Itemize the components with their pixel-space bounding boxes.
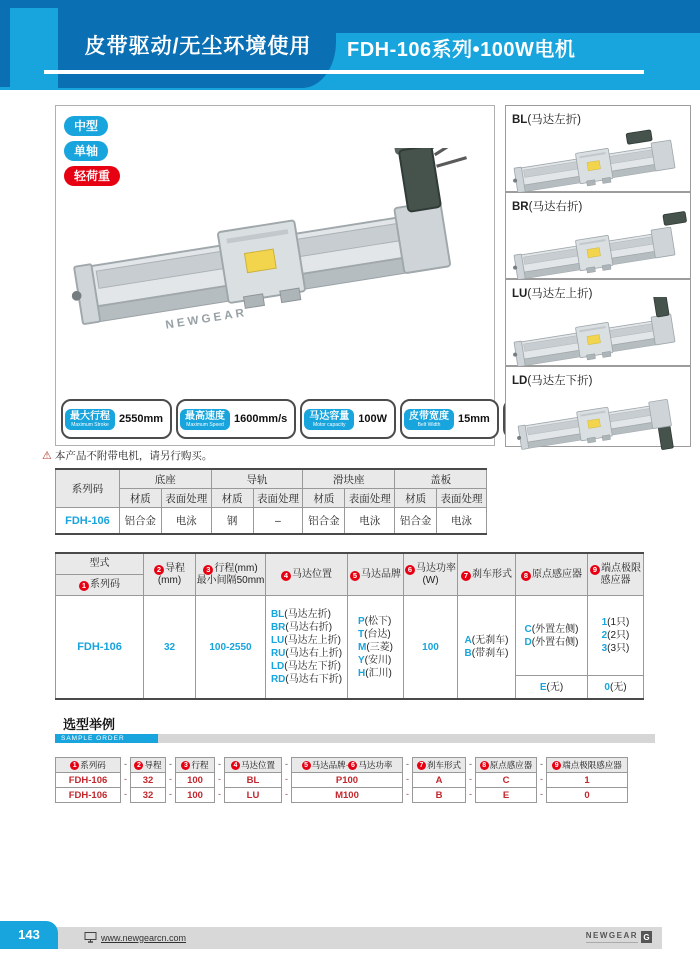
motor-brand-options bbox=[348, 596, 404, 700]
sample-cell: 100 bbox=[175, 787, 215, 803]
sample-cell: C bbox=[475, 772, 537, 788]
mat-sub-header: 表面处理 bbox=[437, 489, 487, 508]
mat-cell: – bbox=[253, 508, 303, 535]
mat-cell: 铝合金 bbox=[119, 508, 161, 535]
dash-separator: - bbox=[124, 759, 127, 769]
category-badge: 中型 bbox=[64, 116, 108, 136]
dash-separator: - bbox=[540, 759, 543, 769]
order-col-header: 2 导程(mm) bbox=[144, 553, 196, 596]
dash-separator: - bbox=[124, 789, 127, 799]
brand-name: NEWGEAR bbox=[586, 931, 638, 943]
sample-cell: E bbox=[475, 787, 537, 803]
sample-cell: 32 bbox=[130, 772, 166, 788]
footer-website-link[interactable] bbox=[84, 932, 186, 943]
header-tag: 皮带驱动/无尘环境使用 bbox=[84, 35, 312, 58]
option-item: C(外置左侧) bbox=[524, 623, 579, 635]
mat-sub-header: 表面处理 bbox=[253, 489, 303, 508]
spec-name-cn: 最大行程 bbox=[70, 410, 110, 422]
step-number: 3 bbox=[203, 565, 213, 575]
spec-badge bbox=[61, 399, 172, 439]
step-number: 1 bbox=[70, 761, 79, 770]
origin-sensor-none bbox=[516, 676, 588, 700]
option-item: 2(2只) bbox=[601, 630, 630, 641]
dash-separator: - bbox=[540, 774, 543, 784]
product-image-container bbox=[60, 148, 490, 373]
mat-sub-header: 材质 bbox=[119, 489, 161, 508]
monitor-icon bbox=[84, 932, 97, 943]
dash-separator: - bbox=[469, 759, 472, 769]
option-item: M(三菱) bbox=[357, 641, 393, 653]
option-item: P(松下) bbox=[357, 615, 392, 627]
option-item: H(汇川) bbox=[357, 667, 392, 679]
spec-value: 15mm bbox=[458, 413, 490, 425]
spec-name-en: Motor capacity bbox=[313, 421, 346, 428]
footer-url-text: www.newgearcn.com bbox=[101, 932, 187, 943]
option-item: A(无刹车) bbox=[464, 635, 509, 646]
motor-view-panel-ld bbox=[505, 366, 691, 447]
mat-group-header: 底座 bbox=[119, 469, 211, 489]
sample-col-header: 4 马达位置 bbox=[224, 757, 282, 773]
dash-separator: - bbox=[218, 789, 221, 799]
order-col-header: 4 马达位置 bbox=[266, 553, 348, 596]
dash-separator: - bbox=[285, 789, 288, 799]
mat-sub-header: 表面处理 bbox=[161, 489, 211, 508]
mat-cell: 电泳 bbox=[345, 508, 395, 535]
option-item: T(台达) bbox=[357, 628, 391, 640]
spec-badge-chip bbox=[65, 409, 115, 430]
svg-text:NEWGEAR: NEWGEAR bbox=[164, 305, 248, 332]
spec-badge bbox=[300, 399, 396, 439]
sample-cell: BL bbox=[224, 772, 282, 788]
motor-power-value: 100 bbox=[404, 596, 458, 700]
step-number: 6 bbox=[405, 565, 415, 575]
step-number: 8 bbox=[480, 761, 489, 770]
spec-badge bbox=[400, 399, 499, 439]
sample-cell: 32 bbox=[130, 787, 166, 803]
sample-col-header: 3 行程 bbox=[175, 757, 215, 773]
sample-cell: P100 bbox=[291, 772, 403, 788]
step-number: 5 bbox=[302, 761, 311, 770]
dash-separator: - bbox=[469, 789, 472, 799]
option-item: 1(1只) bbox=[601, 617, 630, 628]
sample-order-subheading: SAMPLE ORDER bbox=[55, 734, 158, 743]
sample-cell: M100 bbox=[291, 787, 403, 803]
category-badge: 轻荷重 bbox=[64, 166, 120, 186]
sample-cell: FDH-106 bbox=[55, 787, 121, 803]
sample-order-bar bbox=[158, 734, 655, 743]
step-number: 1 bbox=[79, 581, 89, 591]
spec-badge-chip bbox=[404, 409, 454, 430]
spec-name-en: Belt Width bbox=[417, 421, 441, 428]
spec-value: 1600mm/s bbox=[234, 413, 288, 425]
step-number: 4 bbox=[281, 571, 291, 581]
mat-sub-header: 材质 bbox=[303, 489, 345, 508]
spec-value: 100W bbox=[358, 413, 388, 425]
step-number: 4 bbox=[231, 761, 240, 770]
spec-badge-chip bbox=[180, 409, 230, 430]
sample-col-header: 1 系列码 bbox=[55, 757, 121, 773]
spec-badge-chip bbox=[304, 409, 354, 430]
order-col-header: 6 马达功率 (W) bbox=[404, 553, 458, 596]
sample-col-header: 2 导程 bbox=[130, 757, 166, 773]
option-item: LU(马达左上折) bbox=[270, 635, 341, 646]
page-header bbox=[0, 0, 700, 90]
page-title: FDH-106系列•100W电机 bbox=[347, 39, 576, 61]
motor-position-options bbox=[266, 596, 348, 700]
dash-separator: - bbox=[469, 774, 472, 784]
actuator-image bbox=[60, 148, 490, 373]
spec-value: 2550mm bbox=[119, 413, 164, 425]
order-col-header: 8 原点感应器 bbox=[516, 553, 588, 596]
mat-group-header: 导轨 bbox=[211, 469, 303, 489]
dash-separator: - bbox=[406, 759, 409, 769]
motor-view-panel-lu bbox=[505, 279, 691, 366]
dash-separator: - bbox=[169, 774, 172, 784]
mat-cell: 铝合金 bbox=[303, 508, 345, 535]
category-badge: 单轴 bbox=[64, 141, 108, 161]
mat-group-header: 滑块座 bbox=[303, 469, 395, 489]
material-table bbox=[55, 468, 487, 535]
option-item: 0(无) bbox=[604, 681, 627, 693]
order-lead-value: 32 bbox=[144, 596, 196, 700]
mat-cell: 铝合金 bbox=[395, 508, 437, 535]
footer-brand-logo bbox=[586, 931, 652, 943]
brake-options bbox=[458, 596, 516, 700]
sample-col-header: 7 刹车形式 bbox=[412, 757, 466, 773]
sample-cell: B bbox=[412, 787, 466, 803]
mat-cell: 电泳 bbox=[161, 508, 211, 535]
spec-name-en: Maximum Stroke bbox=[71, 421, 109, 428]
dash-separator: - bbox=[406, 789, 409, 799]
origin-sensor-options bbox=[516, 596, 588, 676]
sample-order-table bbox=[55, 757, 628, 803]
step-number: 5 bbox=[350, 571, 360, 581]
order-col-header: 5 马达品牌 bbox=[348, 553, 404, 596]
option-item: Y(安川) bbox=[357, 654, 392, 666]
sample-data-row bbox=[55, 772, 628, 788]
step-number: 6 bbox=[348, 761, 357, 770]
note-text: 本产品不附带电机，请另行购买。 bbox=[54, 450, 213, 462]
motor-view-label: BR(马达右折) bbox=[512, 201, 583, 213]
header-left-strip bbox=[0, 0, 10, 87]
sample-cell: FDH-106 bbox=[55, 772, 121, 788]
order-col-type: 型式 bbox=[56, 553, 144, 575]
order-series-value: FDH-106 bbox=[56, 596, 144, 700]
category-badges bbox=[64, 116, 120, 186]
warning-icon: ⚠ bbox=[42, 450, 52, 462]
order-col-header: 7 刹车形式 bbox=[458, 553, 516, 596]
order-col-header: 9 端点极限 感应器 bbox=[588, 553, 644, 596]
order-col-header: 3 行程(mm) 最小间隔50mm bbox=[196, 553, 266, 596]
mat-group-header: 盖板 bbox=[395, 469, 487, 489]
mat-cell: 钢 bbox=[211, 508, 253, 535]
option-item: B(带刹车) bbox=[464, 648, 509, 659]
mat-cell: 电泳 bbox=[437, 508, 487, 535]
sample-header-row bbox=[55, 757, 628, 773]
dash-separator: - bbox=[406, 774, 409, 784]
dash-separator: - bbox=[218, 774, 221, 784]
mat-sub-header: 表面处理 bbox=[345, 489, 395, 508]
option-item: D(外置右侧) bbox=[524, 636, 579, 648]
step-number: 8 bbox=[521, 571, 531, 581]
dash-separator: - bbox=[218, 759, 221, 769]
motor-view-panel-bl bbox=[505, 105, 691, 192]
sample-cell: 1 bbox=[546, 772, 628, 788]
dash-separator: - bbox=[169, 789, 172, 799]
sample-col-header: 5 马达品牌· 6 马达功率 bbox=[291, 757, 403, 773]
step-number: 3 bbox=[181, 761, 190, 770]
dash-separator: - bbox=[285, 759, 288, 769]
header-underline bbox=[44, 70, 644, 74]
brand-g-icon: G bbox=[641, 931, 652, 943]
option-item: RD(马达右下折) bbox=[270, 674, 343, 685]
order-col-series: 1 系列码 bbox=[56, 575, 144, 596]
motor-view-panel-br bbox=[505, 192, 691, 279]
option-item: 3(3只) bbox=[601, 643, 630, 654]
product-note bbox=[42, 448, 212, 463]
sample-col-header: 9 端点极限感应器 bbox=[546, 757, 628, 773]
actuator-image bbox=[508, 384, 692, 463]
order-stroke-value: 100-2550 bbox=[196, 596, 266, 700]
motor-view-label: BL(马达左折) bbox=[512, 114, 582, 126]
option-item: RU(马达右上折) bbox=[270, 648, 343, 659]
dash-separator: - bbox=[169, 759, 172, 769]
order-code-table bbox=[55, 552, 644, 700]
option-item: E(无) bbox=[539, 681, 564, 693]
spec-name-cn: 最高速度 bbox=[185, 410, 226, 422]
motor-view-label: LD(马达左下折) bbox=[512, 375, 593, 387]
option-item: BL(马达左折) bbox=[270, 609, 331, 620]
step-number: 9 bbox=[590, 565, 600, 575]
limit-sensor-options bbox=[588, 596, 644, 676]
sample-order-heading: 选型举例 bbox=[63, 717, 116, 732]
step-number: 2 bbox=[154, 565, 164, 575]
spec-name-en: Maximum Speed bbox=[186, 421, 224, 428]
step-number: 2 bbox=[134, 761, 143, 770]
step-number: 9 bbox=[552, 761, 561, 770]
spec-name-cn: 马达容量 bbox=[309, 410, 350, 422]
step-number: 7 bbox=[417, 761, 426, 770]
sample-cell: A bbox=[412, 772, 466, 788]
dash-separator: - bbox=[540, 789, 543, 799]
step-number: 7 bbox=[461, 571, 471, 581]
limit-sensor-none bbox=[588, 676, 644, 700]
option-item: BR(马达右折) bbox=[270, 622, 333, 633]
mat-sub-header: 材质 bbox=[395, 489, 437, 508]
motor-view-label: LU(马达左上折) bbox=[512, 288, 593, 300]
spec-badge bbox=[176, 399, 296, 439]
sample-cell: 100 bbox=[175, 772, 215, 788]
dash-separator: - bbox=[285, 774, 288, 784]
sample-cell: 0 bbox=[546, 787, 628, 803]
sample-col-header: 8 原点感应器 bbox=[475, 757, 537, 773]
mat-col-series: 系列码 bbox=[56, 469, 120, 508]
mat-series-value: FDH-106 bbox=[56, 508, 120, 535]
product-main-panel bbox=[55, 105, 495, 446]
mat-sub-header: 材质 bbox=[211, 489, 253, 508]
option-item: LD(马达左下折) bbox=[270, 661, 341, 672]
sample-cell: LU bbox=[224, 787, 282, 803]
spec-name-cn: 皮带宽度 bbox=[409, 410, 450, 422]
dash-separator: - bbox=[124, 774, 127, 784]
page-number-tab: 143 bbox=[0, 921, 58, 949]
sample-data-row bbox=[55, 787, 628, 803]
